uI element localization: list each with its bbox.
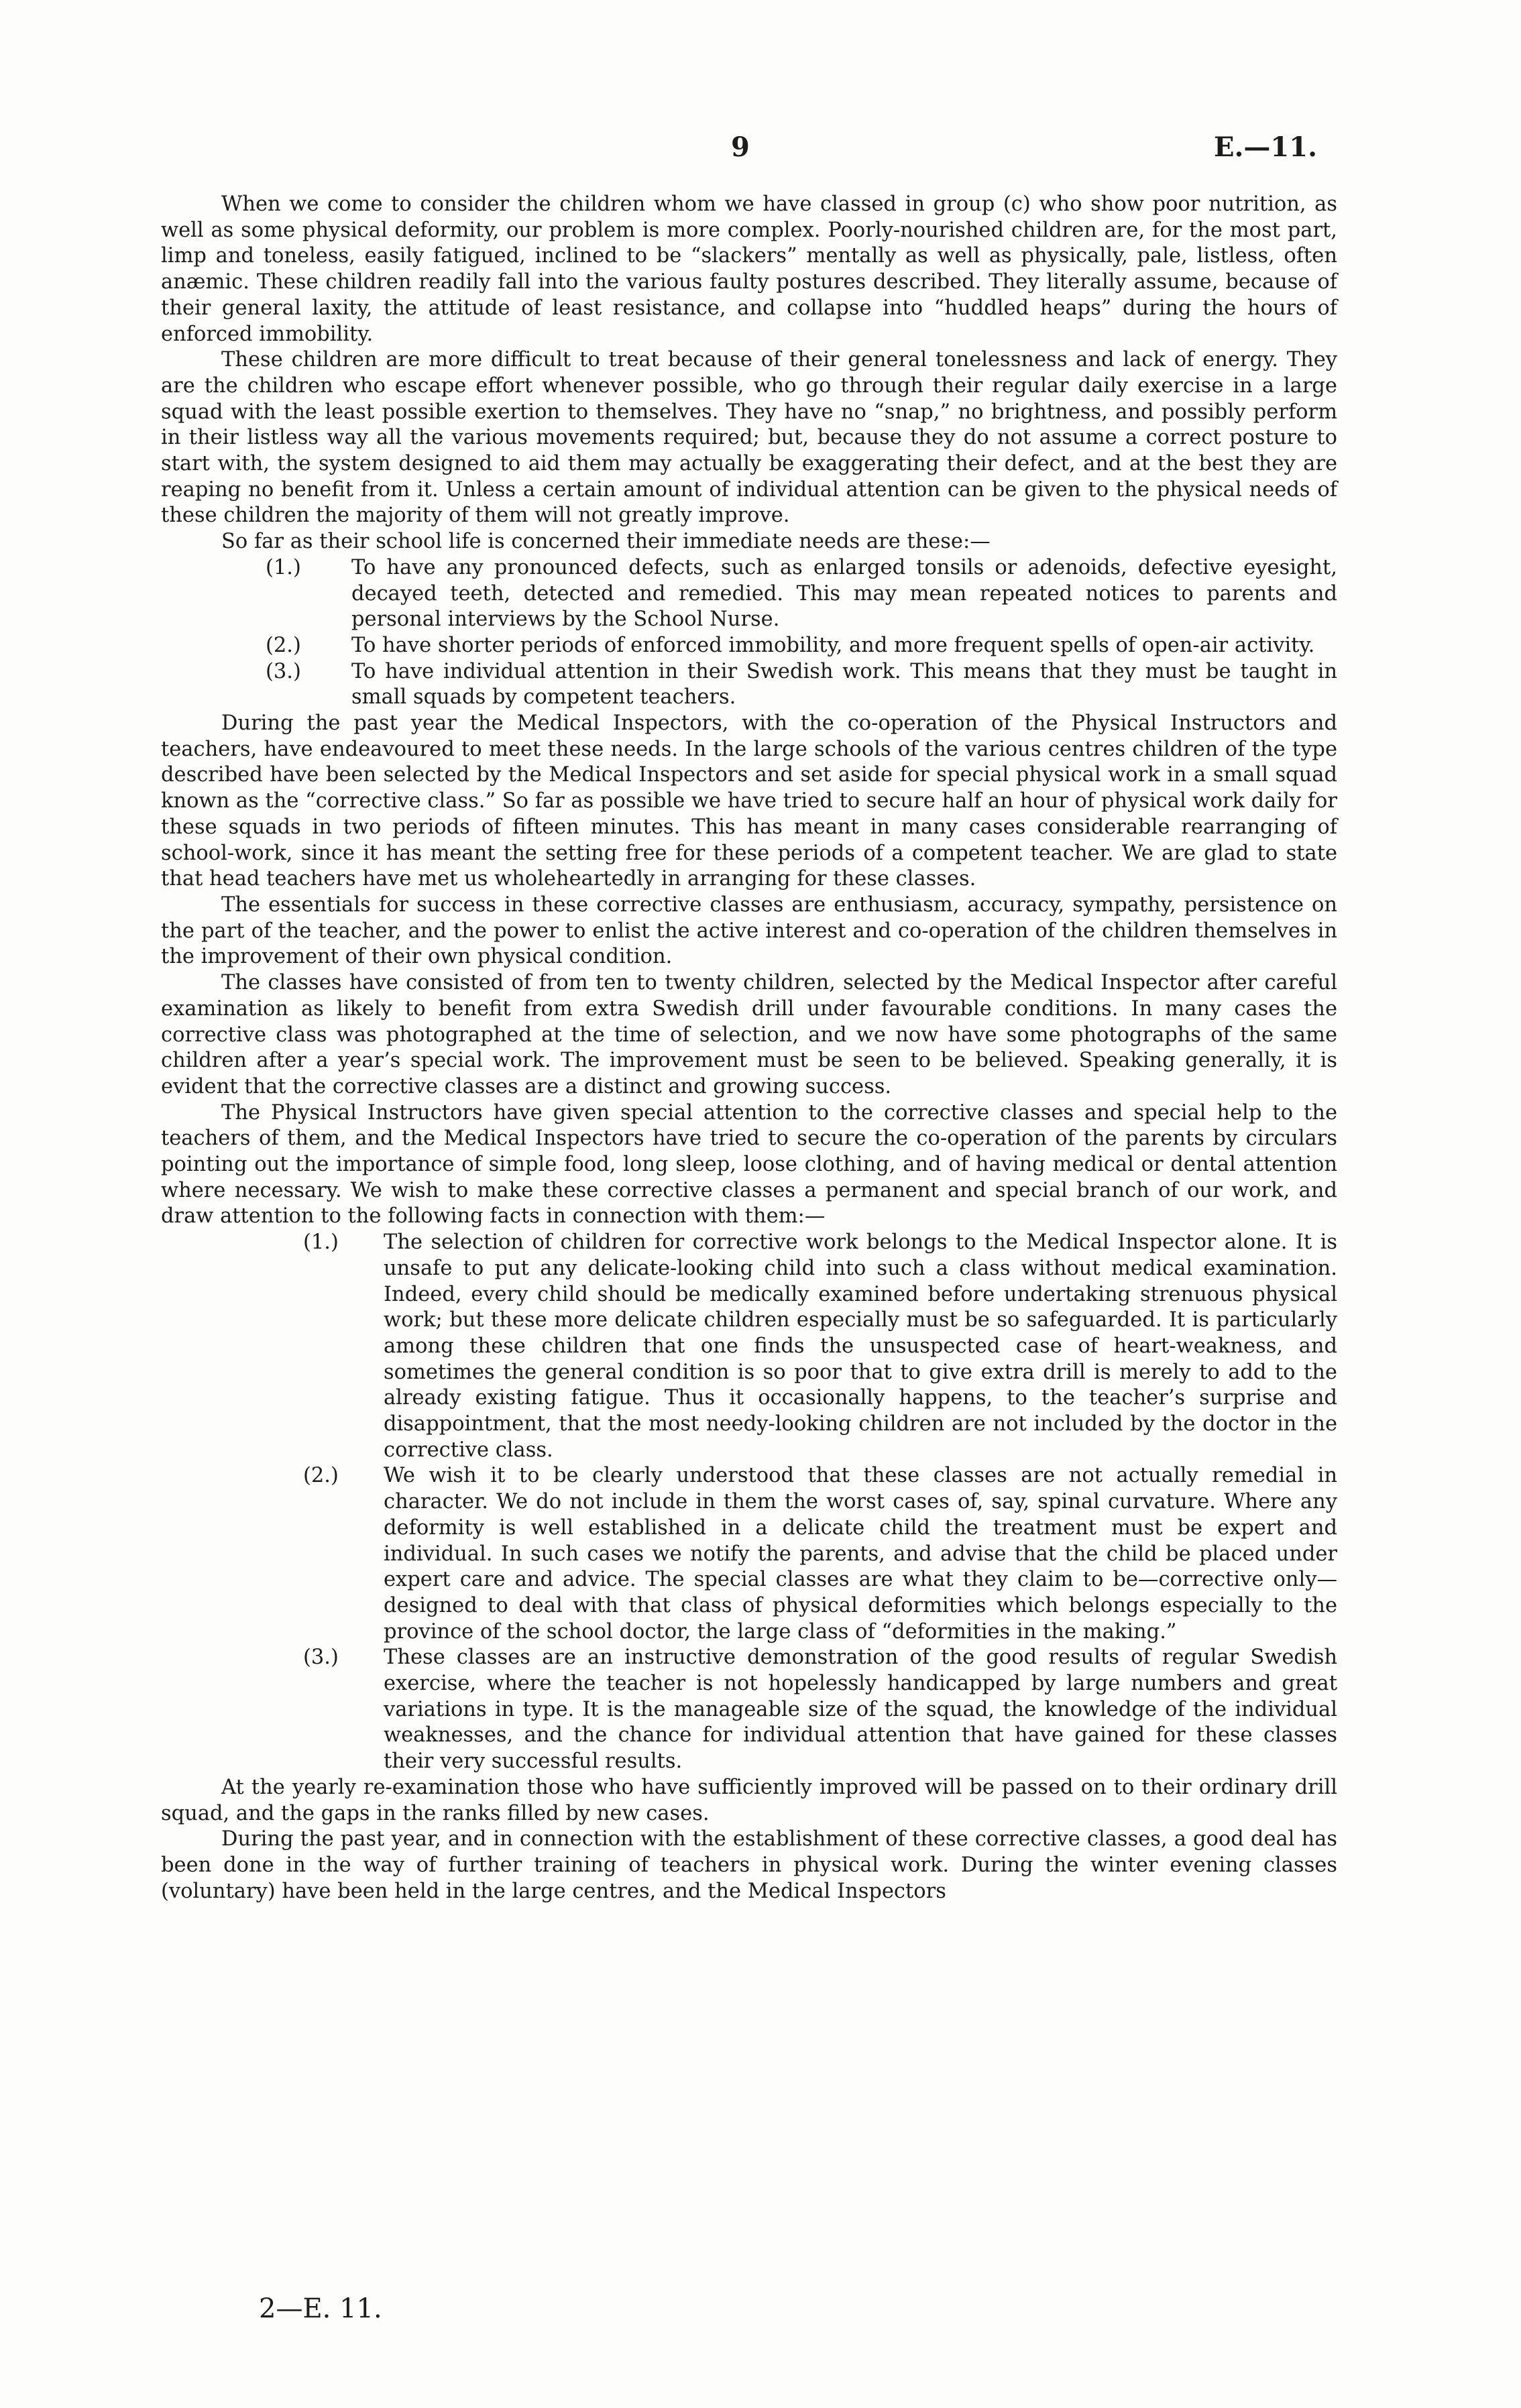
list-item-text: To have individual attention in their Swedish work. This means that they must be taught in small squads by competent teachers. <box>351 659 1337 709</box>
paragraph: The Physical Instructors have given special attention to the corrective classes and special help to the teachers of them, and the Medical Inspectors have tried to secure the co-operation of the parents by circulars pointing out the importance of simple food, long sleep, loose clothing, and of having medical or dental attention where necessary. We wish to make these corrective classes a permanent and special branch of our work, and draw attention to the following facts in connection with them:— <box>161 1100 1337 1228</box>
list-item <box>161 1645 1337 1775</box>
paragraph: So far as their school life is concerned their immediate needs are these:— <box>221 530 991 554</box>
signature-mark: 2—E. 11. <box>259 2293 382 2324</box>
document-code: E.—11. <box>1214 131 1318 163</box>
paragraph: At the yearly re-examination those who have sufficiently improved will be passed on to their ordinary drill squad, and the gaps in the ranks filled by new cases. <box>161 1775 1337 1825</box>
list-item-number: (2.) <box>303 1464 339 1488</box>
page-number: 9 <box>731 131 750 163</box>
paragraph: The classes have consisted of from ten to twenty children, selected by the Medical Inspector after careful examination as likely to benefit from extra Swedish drill under favourable conditions. In many cases the corrective class was photographed at the time of selection, and we now have some photographs of the same children after a year’s special work. The improvement must be seen to be believed. Speaking generally, it is evident that the corrective classes are a distinct and growing success. <box>161 971 1337 1098</box>
list-item-text: We wish it to be clearly understood that these classes are not actually remedial in character. We do not include in them the worst cases of, say, spinal curvature. Where any deformity is well established in a delicate child the treatment must be expert and individual. In such cases we notify the parents, and advise that the child be placed under expert care and advice. The special classes are what they claim to be—corrective only—designed to deal with that class of physical deformities which belongs especially to the province of the school doctor, the large class of “deformities in the making.” <box>384 1464 1337 1644</box>
list-item-number: (3.) <box>266 659 301 683</box>
body-text <box>161 192 1337 1904</box>
paragraph: These children are more difficult to treat because of their general tonelessness and lack of energy. They are the children who escape effort whenever possible, who go through their regular daily exercise in a large squad with the least possible exertion to themselves. They have no “snap,” no brightness, and possibly perform in their listless way all the various movements required; but, because they do not assume a correct posture to start with, the system designed to aid them may actually be exaggerating their defect, and at the best they are reaping no benefit from it. Unless a certain amount of individual attention can be given to the physical needs of these children the majority of them will not greatly improve. <box>161 348 1337 528</box>
list-item-text: The selection of children for corrective work belongs to the Medical Inspector alone. It is unsafe to put any delicate-looking child into such a class without medical examination. Indeed, every child should be medically examined before undertaking strenuous physical work; but these more delicate children especially must be so safeguarded. It is particularly among these children that one finds the unsuspected case of heart-weakness, and sometimes the general condition is so poor that to give extra drill is merely to add to the already existing fatigue. Thus it occasionally happens, to the teacher’s surprise and disappointment, that the most needy-looking children are not included by the doctor in the corrective class. <box>384 1230 1337 1462</box>
list-item <box>161 1463 1337 1645</box>
list-item-text: To have shorter periods of enforced immobility, and more frequent spells of open-air activity. <box>351 633 1315 657</box>
paragraph: When we come to consider the children whom we have classed in group (c) who show poor nutrition, as well as some physical deformity, our problem is more complex. Poorly-nourished children are, for the most part, limp and toneless, easily fatigued, inclined to be “slackers” mentally as well as physically, pale, listless, often anæmic. These children readily fall into the various faulty postures described. They literally assume, because of their general laxity, the attitude of least resistance, and collapse into “huddled heaps” during the hours of enforced immobility. <box>161 192 1337 346</box>
paragraph: During the past year the Medical Inspectors, with the co-operation of the Physical Instructors and teachers, have endeavoured to meet these needs. In the large schools of the various centres children of the type described have been selected by the Medical Inspectors and set aside for special physical work in a small squad known as the “corrective class.” So far as possible we have tried to secure half an hour of physical work daily for these squads in two periods of fifteen minutes. This has meant in many cases considerable rearranging of school-work, since it has meant the setting free for these periods of a competent teacher. We are glad to state that head teachers have met us wholeheartedly in arranging for these classes. <box>161 711 1337 891</box>
facts-list <box>161 1230 1337 1775</box>
list-item-text: To have any pronounced defects, such as enlarged tonsils or adenoids, defective eyesight, decayed teeth, detected and remedied. This may mean repeated notices to parents and personal interviews by the School Nurse. <box>351 555 1337 632</box>
list-item-number: (3.) <box>303 1646 339 1670</box>
list-item <box>161 659 1337 711</box>
list-item-number: (1.) <box>266 555 301 579</box>
list-item <box>161 1230 1337 1463</box>
paragraph: The essentials for success in these corrective classes are enthusiasm, accuracy, sympathy, persistence on the part of the teacher, and the power to enlist the active interest and co-operation of the children themselves in the improvement of their own physical condition. <box>161 893 1337 969</box>
list-item-number: (2.) <box>266 633 301 657</box>
list-item-text: These classes are an instructive demonstration of the good results of regular Swedish exercise, where the teacher is not hopelessly handicapped by large numbers and great variations in type. It is the manageable size of the squad, the knowledge of the individual weaknesses, and the chance for individual attention that have gained for these classes their very successful results. <box>384 1646 1337 1774</box>
paragraph: During the past year, and in connection with the establishment of these corrective classes, a good deal has been done in the way of further training of teachers in physical work. During the winter evening classes (voluntary) have been held in the large centres, and the Medical Inspectors <box>161 1827 1337 1903</box>
needs-list <box>161 555 1337 711</box>
page-header <box>0 131 1521 172</box>
list-item <box>161 633 1337 659</box>
list-item-number: (1.) <box>303 1230 339 1255</box>
list-item <box>161 555 1337 633</box>
